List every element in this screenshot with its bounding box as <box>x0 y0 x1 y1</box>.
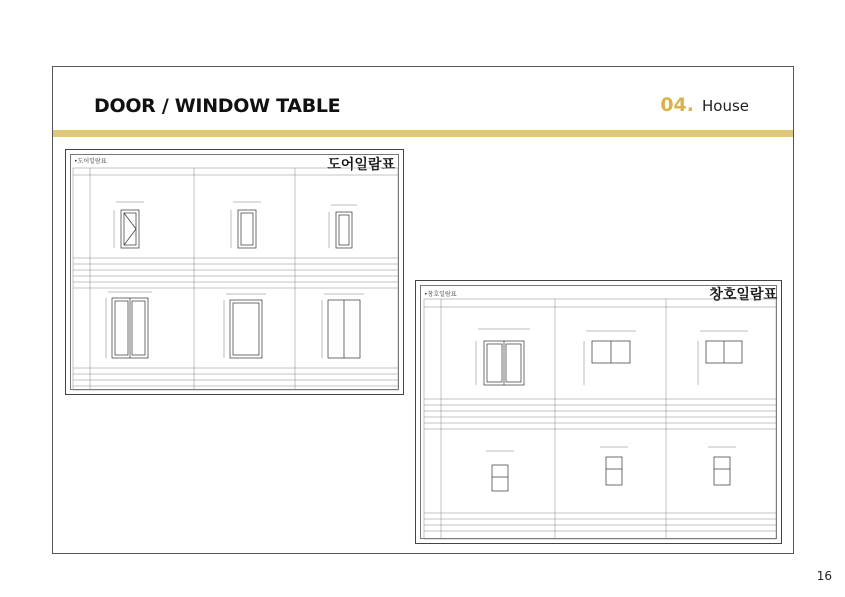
door-big-caption: 도어일람표 <box>327 157 395 173</box>
door-schedule-sheet <box>65 149 404 395</box>
door-schedule-drawing <box>66 150 405 396</box>
window-schedule-drawing <box>416 281 783 545</box>
door-small-caption: •도어일람표 <box>74 158 107 165</box>
page-title: DOOR / WINDOW TABLE <box>94 95 341 117</box>
page-number: 16 <box>816 569 832 583</box>
section-number: 04. <box>660 94 694 116</box>
accent-band <box>53 130 793 137</box>
window-big-caption: 창호일람표 <box>709 287 777 303</box>
window-schedule-sheet <box>415 280 782 544</box>
window-small-caption: •창호일람표 <box>424 291 457 298</box>
section-name: House <box>701 97 749 115</box>
section-label <box>660 94 749 116</box>
